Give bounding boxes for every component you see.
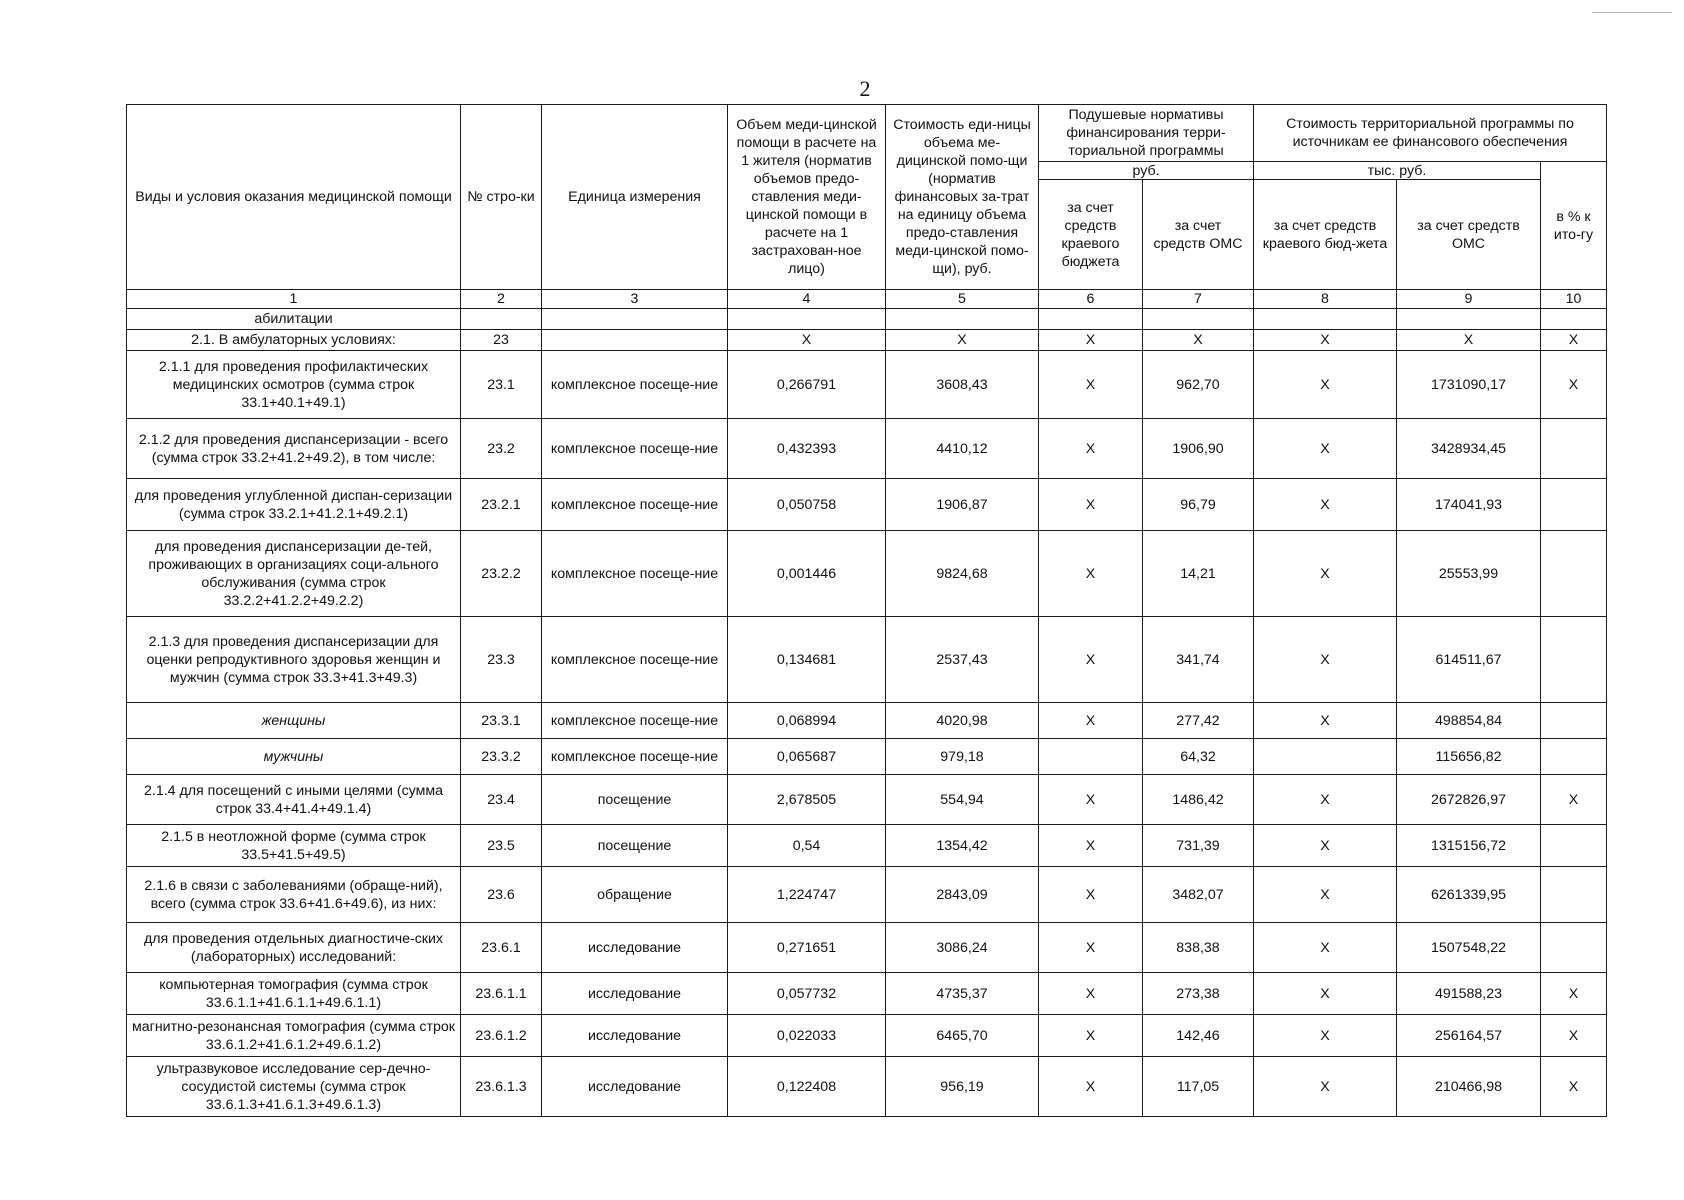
cell-percent xyxy=(1541,419,1607,479)
table-row xyxy=(127,923,1607,973)
cell-percent xyxy=(1541,923,1607,973)
cell-percent xyxy=(1541,617,1607,703)
cell-oms-norm: 277,42 xyxy=(1143,703,1254,739)
cell-kind: женщины xyxy=(127,703,461,739)
cell-unit: посещение xyxy=(542,775,728,825)
cell-regional-norm: X xyxy=(1039,479,1143,531)
cell-oms-norm: 3482,07 xyxy=(1143,867,1254,923)
cell-kind: 2.1.4 для посещений с иными целями (сумма строк 33.4+41.4+49.1.4) xyxy=(127,775,461,825)
header-unit-cost: Стоимость еди-ницы объема ме-дицинской помо-щи (норматив финансовых за-трат на единицу объема предо-ставления меди-цинской помо-щи), руб. xyxy=(886,105,1039,290)
cell-oms-cost: 115656,82 xyxy=(1397,739,1541,775)
cell-oms-norm: 1486,42 xyxy=(1143,775,1254,825)
cell-oms-cost: 614511,67 xyxy=(1397,617,1541,703)
column-number: 7 xyxy=(1143,290,1254,309)
cell-unit-cost: 4410,12 xyxy=(886,419,1039,479)
header-program-cost: Стоимость территориальной программы по источникам ее финансового обеспечения xyxy=(1254,105,1607,162)
cell-unit-cost: 979,18 xyxy=(886,739,1039,775)
cell-unit-cost xyxy=(886,309,1039,330)
cell-volume: 0,068994 xyxy=(728,703,886,739)
cell-regional-norm: X xyxy=(1039,419,1143,479)
table-row xyxy=(127,617,1607,703)
cell-kind: для проведения углубленной диспан-серизации (сумма строк 33.2.1+41.2.1+49.2.1) xyxy=(127,479,461,531)
cell-unit-cost: 1906,87 xyxy=(886,479,1039,531)
cell-oms-norm: 117,05 xyxy=(1143,1057,1254,1117)
cell-row-number: 23.5 xyxy=(461,825,542,867)
cell-oms-cost xyxy=(1397,309,1541,330)
cell-oms-cost: 3428934,45 xyxy=(1397,419,1541,479)
cell-unit-cost: 4020,98 xyxy=(886,703,1039,739)
cell-regional-norm: X xyxy=(1039,973,1143,1015)
cell-regional-cost: X xyxy=(1254,703,1397,739)
cell-percent xyxy=(1541,739,1607,775)
cell-unit: комплексное посеще-ние xyxy=(542,739,728,775)
cell-unit-cost: 6465,70 xyxy=(886,1015,1039,1057)
cell-oms-cost: 25553,99 xyxy=(1397,531,1541,617)
cell-row-number: 23.4 xyxy=(461,775,542,825)
cell-row-number: 23.6.1 xyxy=(461,923,542,973)
cell-kind: мужчины xyxy=(127,739,461,775)
cell-regional-cost: X xyxy=(1254,531,1397,617)
cell-percent: X xyxy=(1541,1015,1607,1057)
cell-oms-cost: 491588,23 xyxy=(1397,973,1541,1015)
cell-oms-cost: 174041,93 xyxy=(1397,479,1541,531)
cell-unit-cost: 956,19 xyxy=(886,1057,1039,1117)
table-row xyxy=(127,351,1607,419)
cell-volume: 0,122408 xyxy=(728,1057,886,1117)
cell-oms-cost: 210466,98 xyxy=(1397,1057,1541,1117)
table-row xyxy=(127,775,1607,825)
cell-percent xyxy=(1541,479,1607,531)
cell-oms-norm: 731,39 xyxy=(1143,825,1254,867)
cell-oms-cost: 1731090,17 xyxy=(1397,351,1541,419)
cell-regional-norm: X xyxy=(1039,531,1143,617)
column-number: 5 xyxy=(886,290,1039,309)
cell-row-number: 23.6.1.2 xyxy=(461,1015,542,1057)
cell-kind: 2.1.1 для проведения профилактических медицинских осмотров (сумма строк 33.1+40.1+49.1) xyxy=(127,351,461,419)
table-row xyxy=(127,479,1607,531)
cell-unit: комплексное посеще-ние xyxy=(542,351,728,419)
table-body xyxy=(127,309,1607,1117)
cell-unit: исследование xyxy=(542,1015,728,1057)
cell-kind: ультразвуковое исследование сер-дечно-сосудистой системы (сумма строк 33.6.1.3+41.6.1.3+49.6.1.3) xyxy=(127,1057,461,1117)
table-row xyxy=(127,309,1607,330)
cell-unit: комплексное посеще-ние xyxy=(542,479,728,531)
cell-oms-norm: 838,38 xyxy=(1143,923,1254,973)
cell-regional-cost: X xyxy=(1254,923,1397,973)
cell-volume: 0,022033 xyxy=(728,1015,886,1057)
cell-row-number: 23.2.1 xyxy=(461,479,542,531)
cell-unit xyxy=(542,309,728,330)
cell-regional-norm xyxy=(1039,739,1143,775)
cell-unit-cost: 1354,42 xyxy=(886,825,1039,867)
cell-volume xyxy=(728,309,886,330)
cell-unit: комплексное посеще-ние xyxy=(542,531,728,617)
cell-row-number xyxy=(461,309,542,330)
cell-unit: посещение xyxy=(542,825,728,867)
table-row xyxy=(127,703,1607,739)
header-volume: Объем меди-цинской помощи в расчете на 1 жителя (норматив объемов предо-ставления меди-цинской помощи в расчете на 1 застрахован-ное лицо) xyxy=(728,105,886,290)
table-row xyxy=(127,739,1607,775)
table-row xyxy=(127,867,1607,923)
cell-volume: 2,678505 xyxy=(728,775,886,825)
column-number: 2 xyxy=(461,290,542,309)
cell-kind: 2.1.6 в связи с заболеваниями (обраще-ний), всего (сумма строк 33.6+41.6+49.6), из них: xyxy=(127,867,461,923)
cell-percent xyxy=(1541,531,1607,617)
cell-volume: X xyxy=(728,330,886,351)
cell-regional-norm: X xyxy=(1039,1015,1143,1057)
table-row xyxy=(127,1015,1607,1057)
cell-regional-norm: X xyxy=(1039,1057,1143,1117)
cell-kind: 2.1.5 в неотложной форме (сумма строк 33.5+41.5+49.5) xyxy=(127,825,461,867)
top-rule xyxy=(1592,12,1672,13)
cell-kind: для проведения отдельных диагностиче-ских (лабораторных) исследований: xyxy=(127,923,461,973)
cell-unit-cost: 9824,68 xyxy=(886,531,1039,617)
column-number: 8 xyxy=(1254,290,1397,309)
cell-oms-cost: X xyxy=(1397,330,1541,351)
cell-percent: X xyxy=(1541,973,1607,1015)
cell-row-number: 23.3.2 xyxy=(461,739,542,775)
column-number: 3 xyxy=(542,290,728,309)
cell-regional-cost: X xyxy=(1254,479,1397,531)
header-regional-budget-cost: за счет средств краевого бюд-жета xyxy=(1254,180,1397,290)
page-number: 2 xyxy=(859,76,871,101)
cell-percent xyxy=(1541,309,1607,330)
cell-volume: 0,271651 xyxy=(728,923,886,973)
column-number: 10 xyxy=(1541,290,1607,309)
cell-percent xyxy=(1541,867,1607,923)
cell-regional-norm: X xyxy=(1039,923,1143,973)
cell-row-number: 23.1 xyxy=(461,351,542,419)
cell-row-number: 23.2 xyxy=(461,419,542,479)
cell-volume: 0,432393 xyxy=(728,419,886,479)
cell-regional-norm: X xyxy=(1039,867,1143,923)
cell-unit-cost: X xyxy=(886,330,1039,351)
cell-unit-cost: 2537,43 xyxy=(886,617,1039,703)
header-oms-cost: за счет средств ОМС xyxy=(1397,180,1541,290)
cell-regional-norm: X xyxy=(1039,703,1143,739)
cell-volume: 0,134681 xyxy=(728,617,886,703)
header-program-cost-unit: тыс. руб. xyxy=(1254,162,1541,180)
column-numbers-row xyxy=(127,290,1607,309)
header-per-capita-unit: руб. xyxy=(1039,162,1254,180)
cell-unit-cost: 3086,24 xyxy=(886,923,1039,973)
table-row xyxy=(127,531,1607,617)
cell-oms-norm: X xyxy=(1143,330,1254,351)
cell-oms-norm: 14,21 xyxy=(1143,531,1254,617)
header-row-number: № стро-ки xyxy=(461,105,542,290)
cell-oms-norm: 96,79 xyxy=(1143,479,1254,531)
cell-volume: 1,224747 xyxy=(728,867,886,923)
cell-row-number: 23.6.1.3 xyxy=(461,1057,542,1117)
cell-regional-cost: X xyxy=(1254,1015,1397,1057)
cell-unit: исследование xyxy=(542,1057,728,1117)
cell-percent xyxy=(1541,703,1607,739)
cell-row-number: 23.6.1.1 xyxy=(461,973,542,1015)
cell-kind: 2.1. В амбулаторных условиях: xyxy=(127,330,461,351)
cell-oms-cost: 256164,57 xyxy=(1397,1015,1541,1057)
column-number: 4 xyxy=(728,290,886,309)
cell-unit: комплексное посеще-ние xyxy=(542,703,728,739)
cell-unit-cost: 554,94 xyxy=(886,775,1039,825)
financing-table xyxy=(126,104,1607,1117)
cell-regional-cost xyxy=(1254,739,1397,775)
cell-volume: 0,266791 xyxy=(728,351,886,419)
cell-kind: компьютерная томография (сумма строк 33.6.1.1+41.6.1.1+49.6.1.1) xyxy=(127,973,461,1015)
cell-regional-norm: X xyxy=(1039,775,1143,825)
cell-regional-norm: X xyxy=(1039,351,1143,419)
cell-oms-cost: 1507548,22 xyxy=(1397,923,1541,973)
cell-regional-norm: X xyxy=(1039,330,1143,351)
cell-row-number: 23 xyxy=(461,330,542,351)
cell-regional-cost: X xyxy=(1254,973,1397,1015)
column-number: 1 xyxy=(127,290,461,309)
cell-kind: 2.1.2 для проведения диспансеризации - всего (сумма строк 33.2+41.2+49.2), в том числе: xyxy=(127,419,461,479)
header-per-capita-norms: Подушевые нормативы финансирования терри-ториальной программы xyxy=(1039,105,1254,162)
cell-unit: комплексное посеще-ние xyxy=(542,419,728,479)
table-row xyxy=(127,419,1607,479)
header-percent-of-total: в % к ито-гу xyxy=(1541,162,1607,290)
cell-volume: 0,54 xyxy=(728,825,886,867)
cell-regional-cost: X xyxy=(1254,351,1397,419)
cell-unit-cost: 2843,09 xyxy=(886,867,1039,923)
cell-oms-norm: 962,70 xyxy=(1143,351,1254,419)
cell-regional-cost: X xyxy=(1254,419,1397,479)
cell-volume: 0,065687 xyxy=(728,739,886,775)
header-regional-budget: за счет средств краевого бюджета xyxy=(1039,180,1143,290)
cell-row-number: 23.3 xyxy=(461,617,542,703)
cell-oms-norm xyxy=(1143,309,1254,330)
cell-oms-norm: 1906,90 xyxy=(1143,419,1254,479)
cell-regional-cost xyxy=(1254,309,1397,330)
cell-oms-cost: 498854,84 xyxy=(1397,703,1541,739)
cell-oms-norm: 64,32 xyxy=(1143,739,1254,775)
cell-oms-cost: 1315156,72 xyxy=(1397,825,1541,867)
cell-regional-cost: X xyxy=(1254,617,1397,703)
cell-volume: 0,057732 xyxy=(728,973,886,1015)
cell-regional-cost: X xyxy=(1254,330,1397,351)
cell-kind: абилитации xyxy=(127,309,461,330)
table-row xyxy=(127,973,1607,1015)
cell-regional-norm xyxy=(1039,309,1143,330)
cell-oms-norm: 273,38 xyxy=(1143,973,1254,1015)
cell-volume: 0,050758 xyxy=(728,479,886,531)
cell-unit xyxy=(542,330,728,351)
column-number: 6 xyxy=(1039,290,1143,309)
cell-volume: 0,001446 xyxy=(728,531,886,617)
table-row xyxy=(127,825,1607,867)
cell-regional-cost: X xyxy=(1254,1057,1397,1117)
cell-row-number: 23.3.1 xyxy=(461,703,542,739)
cell-kind: магнитно-резонансная томография (сумма строк 33.6.1.2+41.6.1.2+49.6.1.2) xyxy=(127,1015,461,1057)
cell-unit: исследование xyxy=(542,923,728,973)
header-oms: за счет средств ОМС xyxy=(1143,180,1254,290)
cell-oms-norm: 341,74 xyxy=(1143,617,1254,703)
cell-oms-cost: 2672826,97 xyxy=(1397,775,1541,825)
cell-regional-cost: X xyxy=(1254,825,1397,867)
cell-kind: для проведения диспансеризации де-тей, проживающих в организациях соци-ального обслуживания (сумма строк 33.2.2+41.2.2+49.2.2) xyxy=(127,531,461,617)
cell-row-number: 23.2.2 xyxy=(461,531,542,617)
cell-unit-cost: 3608,43 xyxy=(886,351,1039,419)
cell-percent: X xyxy=(1541,330,1607,351)
cell-percent: X xyxy=(1541,351,1607,419)
cell-unit: исследование xyxy=(542,973,728,1015)
cell-percent: X xyxy=(1541,775,1607,825)
cell-row-number: 23.6 xyxy=(461,867,542,923)
cell-percent xyxy=(1541,825,1607,867)
table-row xyxy=(127,1057,1607,1117)
cell-percent: X xyxy=(1541,1057,1607,1117)
cell-unit: обращение xyxy=(542,867,728,923)
table-row xyxy=(127,330,1607,351)
cell-regional-cost: X xyxy=(1254,867,1397,923)
header-kind-of-care: Виды и условия оказания медицинской помощи xyxy=(127,105,461,290)
cell-regional-norm: X xyxy=(1039,617,1143,703)
cell-regional-norm: X xyxy=(1039,825,1143,867)
cell-kind: 2.1.3 для проведения диспансеризации для оценки репродуктивного здоровья женщин и мужчин (сумма строк 33.3+41.3+49.3) xyxy=(127,617,461,703)
cell-oms-cost: 6261339,95 xyxy=(1397,867,1541,923)
cell-unit: комплексное посеще-ние xyxy=(542,617,728,703)
cell-oms-norm: 142,46 xyxy=(1143,1015,1254,1057)
cell-regional-cost: X xyxy=(1254,775,1397,825)
header-unit: Единица измерения xyxy=(542,105,728,290)
cell-unit-cost: 4735,37 xyxy=(886,973,1039,1015)
column-number: 9 xyxy=(1397,290,1541,309)
